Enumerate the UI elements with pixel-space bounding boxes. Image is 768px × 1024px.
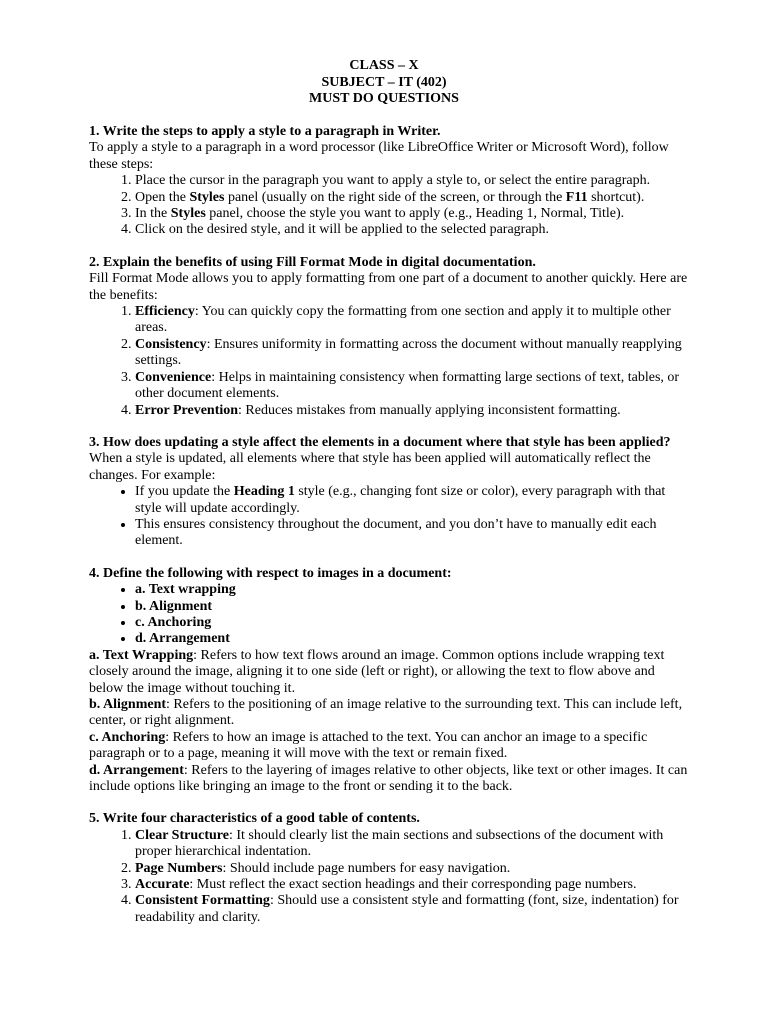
list-item: • a. Text wrapping bbox=[135, 582, 689, 598]
list-item: 3. Accurate: Must reflect the exact section headings and their corresponding page numbers. bbox=[135, 877, 689, 893]
question-1 bbox=[89, 124, 689, 239]
question-3-title: 3. How does updating a style affect the elements in a document where that style has been applied? bbox=[89, 434, 671, 450]
question-5-title: 5. Write four characteristics of a good table of contents. bbox=[89, 811, 420, 827]
list-item: 4. Consistent Formatting: Should use a consistent style and formatting (font, size, indentation) for readability and clarity. bbox=[135, 893, 689, 926]
document-body bbox=[89, 124, 689, 942]
question-5 bbox=[89, 811, 689, 926]
list-item: • This ensures consistency throughout the document, and you don’t have to manually edit each element. bbox=[135, 517, 689, 550]
definition-anchoring: c. Anchoring: Refers to how an image is attached to the text. You can anchor an image to a specific paragraph or to a page, meaning it will move with the text or remain fixed. bbox=[89, 729, 648, 762]
question-4 bbox=[89, 566, 689, 796]
question-1-title: 1. Write the steps to apply a style to a paragraph in Writer. bbox=[89, 124, 441, 139]
document-header bbox=[0, 58, 768, 108]
list-item: 4. Error Prevention: Reduces mistakes from manually applying inconsistent formatting. bbox=[135, 403, 689, 419]
list-item: 3. In the Styles panel, choose the style you want to apply (e.g., Heading 1, Normal, Title). bbox=[135, 206, 689, 222]
question-2 bbox=[89, 255, 689, 419]
list-item: 4. Click on the desired style, and it will be applied to the selected paragraph. bbox=[135, 222, 689, 238]
list-item: • d. Arrangement bbox=[135, 631, 689, 647]
list-item: 2. Consistency: Ensures uniformity in formatting across the document without manually reapplying settings. bbox=[135, 337, 689, 370]
question-1-steps bbox=[89, 173, 689, 239]
list-item: • If you update the Heading 1 style (e.g., changing font size or color), every paragraph with that style will update accordingly. bbox=[135, 484, 689, 517]
question-2-title: 2. Explain the benefits of using Fill Format Mode in digital documentation. bbox=[89, 254, 536, 270]
question-3-examples bbox=[89, 484, 689, 550]
list-item: • c. Anchoring bbox=[135, 615, 689, 631]
must-do-title: MUST DO QUESTIONS bbox=[309, 91, 459, 106]
list-item: 2. Open the Styles panel (usually on the right side of the screen, or through the F11 shortcut). bbox=[135, 190, 689, 206]
question-2-benefits bbox=[89, 304, 689, 419]
question-1-intro: To apply a style to a paragraph in a word processor (like LibreOffice Writer or Microsoft Word), follow these steps: bbox=[89, 140, 669, 172]
definition-text-wrapping: a. Text Wrapping: Refers to how text flows around an image. Common options include wrapping text closely around the image, aligning it to one side (left or right), or allowing the text to flow above and below the image without touching it. bbox=[89, 647, 665, 696]
question-4-title: 4. Define the following with respect to images in a document: bbox=[89, 565, 452, 581]
subject-title: SUBJECT – IT (402) bbox=[321, 74, 447, 90]
list-item: 1. Efficiency: You can quickly copy the formatting from one section and apply it to multiple other areas. bbox=[135, 304, 689, 337]
question-3-intro: When a style is updated, all elements where that style has been applied will automatically reflect the changes. For example: bbox=[89, 451, 651, 483]
class-title: CLASS – X bbox=[349, 58, 419, 73]
list-item: • b. Alignment bbox=[135, 599, 689, 615]
list-item: 3. Convenience: Helps in maintaining consistency when formatting large sections of text, tables, or other document elements. bbox=[135, 370, 689, 403]
definition-arrangement: d. Arrangement: Refers to the layering of images relative to other objects, like text or other images. It can include options like bringing an image to the front or sending it to the back. bbox=[89, 762, 688, 795]
list-item: 2. Page Numbers: Should include page numbers for easy navigation. bbox=[135, 861, 689, 877]
definition-alignment: b. Alignment: Refers to the positioning of an image relative to the surrounding text. This can include left, center, or right alignment. bbox=[89, 697, 683, 729]
question-4-terms bbox=[89, 582, 689, 648]
question-2-intro: Fill Format Mode allows you to apply formatting from one part of a document to another quickly. Here are the benefits: bbox=[89, 271, 688, 303]
list-item: 1. Place the cursor in the paragraph you want to apply a style to, or select the entire paragraph. bbox=[135, 173, 689, 189]
list-item: 1. Clear Structure: It should clearly list the main sections and subsections of the document with proper hierarchical indentation. bbox=[135, 828, 689, 861]
question-3 bbox=[89, 435, 689, 550]
question-5-characteristics bbox=[89, 828, 689, 926]
